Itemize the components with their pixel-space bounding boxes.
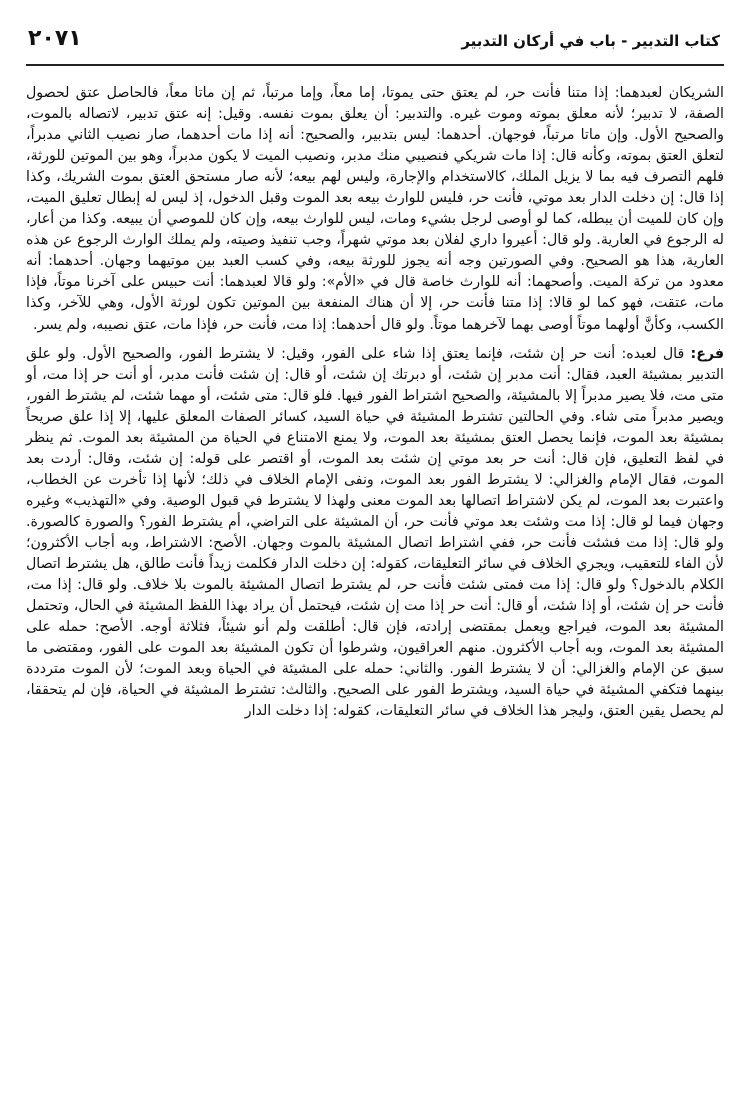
far-label: فرع: [690, 345, 724, 362]
page-header [26, 14, 724, 54]
running-title: كتاب التدبير - باب في أركان التدبير [461, 32, 720, 50]
book-page [26, 14, 724, 1086]
page-number: ٢٠٧١ [28, 26, 82, 51]
paragraph-2 [26, 344, 724, 723]
page-body [26, 83, 724, 722]
paragraph-1: الشريكان لعبدهما: إذا متنا فأنت حر، لم يعتق حتى يموتا، إما معاً، وإما مرتباً، ثم إن ماتا معاً، فالحاصل عتق لحصول الصفة، لا تدبير؛ لأنه معلق بموته وموت غيره. والتدبير: أن يعلق بموت نفسه. وقيل: إنه عتق تدبير، لاتصاله بالموت، والصحيح الأول. وإن ماتا مرتباً، فوجهان. أحدهما: ليس بتدبير، والصحيح: أنه إذا مات أحدهما، صار نصيب الثاني مدبراً، لتعلق العتق بموته، وكأنه قال: إذا مات شريكي فنصيبي منك مدبر، ونصيب الميت لا يكون مدبراً، وهو بين الموتين للورثة، فلهم التصرف فيه بما لا يزيل الملك، كالاستخدام والإجارة، وليس لهم بيعه؛ لأنه صار مستحق العتق بموت الشريك، وكذا إذا قال: إن دخلت الدار بعد موتي، فأنت حر، فليس للوارث بيعه بعد الموت وقبل الدخول، إذ ليس له إبطال تعليق الميت، وإن كان للميت أن يبطله، كما لو أوصى لرجل بشيء ومات، ليس للوارث بيعه، وإن كان للموصي أن يبيعه. وكذا من أعار، له الرجوع في العارية. ولو قال: أعيروا داري لفلان بعد موتي شهراً، وجب تنفيذ وصيته، ولم يملك الوارث الرجوع عن هذه العارية، هذا هو الصحيح. وفي الصورتين وجه أنه يجوز للورثة بيعه، وفي كسب العبد بين موتيهما وجهان. أحدهما: أنه معدود من تركة الميت. وأصحهما: أنه للوارث خاصة قال في «الأم»: ولو قالا لعبدهما: أنت حبيس على آخرنا موتاً، فإذا مات، عتقت، فهو كما لو قالا: إذا متنا فأنت حر، إلا أن هناك المنفعة بين الموتين تكون لورثة الأول، وهي للآخر، وكذا الكسب، وكأنَّ أولهما موتاً أوصى بهما لآخرهما موتاً. ولو قال أحدهما: إذا مت، فأنت حر، فإذا مات، عتق نصيبه، ولم يسر. [26, 85, 724, 333]
header-rule [26, 64, 724, 66]
paragraph-2-text: قال لعبده: أنت حر إن شئت، فإنما يعتق إذا شاء على الفور، وقيل: لا يشترط الفور، والصحيح الأول. ولو علق التدبير بمشيئة العبد، فقال: أنت مدبر إن شئت، أو دبرتك إن شئت، أو قال: إن شئت فأنت مدبر، أو أنت حر إذا مت، أو متى مت، فلا يصير مدبراً إلا بالمشيئة، والصحيح اشتراط الفور فيها. فلو قال: متى شئت، أو مهما شئت، لم يشترط الفور، ويصير مدبراً متى شاء. وفي الحالتين تشترط المشيئة في حياة السيد، كسائر الصفات المعلق عليها، إلا إذا علق صريحاً بمشيئة بعد الموت، فإنما يحصل العتق بمشيئة بعد الموت، ولا يمنع الامتناع في الحياة من المشيئة بعد الموت. ثم ينظر في لفظ التعليق، فإن قال: أنت حر بعد موتي إن شئت بعد الموت، أو اقتصر على قوله: إن شئت، وقال: أردت بعد الموت، فقال الإمام والغزالي: لا يشترط الفور بعد الموت، ونفى الإمام الخلاف في ذلك؛ لأنها إذا تأخرت عن الخطاب، واعتبرت بعد الموت، لم يكن لاشتراط اتصالها بعد الموت معنى ولهذا لا يشترط في قبول الوصية. وفي «التهذيب» وغيره وجهان فيما لو قال: إذا مت وشئت بعد موتي فأنت حر، أن المشيئة على التراضي، أم يشترط الفور؟ والصورة كالصورة. ولو قال: إذا مت فشئت فأنت حر، ففي اشتراط اتصال المشيئة بالموت وجهان. الأصح: الاشتراط، وبه أجاب الأكثرون؛ لأن الفاء للتعقيب، ويجري الخلاف في سائر التعليقات، كقوله: إن دخلت الدار فكلمت زيداً فأنت طالق، هل يشترط اتصال الكلام بالدخول؟ ولو قال: إذا مت فمتى شئت فأنت حر، لم يشترط اتصال المشيئة بالموت بلا خلاف. ولو قال: إذا مت، فأنت حر إن شئت، أو إذا شئت، أو قال: أنت حر إذا مت إن شئت، فيحتمل أن يراد بهذا اللفظ المشيئة في الحال، وتحتمل المشيئة بعد الموت، فيراجع ويعمل بمقتضى إرادته، فإن قال: أطلقت ولم أنو شيئاً، فثلاثة أوجه. الأصح: حمله على المشيئة بعد الموت، وبه أجاب الأكثرون. منهم العراقيون، وشرطوا أن تكون المشيئة بعد الموت على الفور، ومقتضى ما سبق عن الإمام والغزالي: أن لا يشترط الفور. والثاني: حمله على المشيئة في الحياة وبعد الموت؛ لأن الموت مترددة بينهما فتكفي المشيئة في حياة السيد، ويشترط الفور على الصحيح. والثالث: تشترط المشيئة في الحياة، فإن لم يتحققا، لم يحصل يقين العتق، وليجر هذا الخلاف في سائر التعليقات، كقوله: إذا دخلت الدار [26, 345, 724, 720]
